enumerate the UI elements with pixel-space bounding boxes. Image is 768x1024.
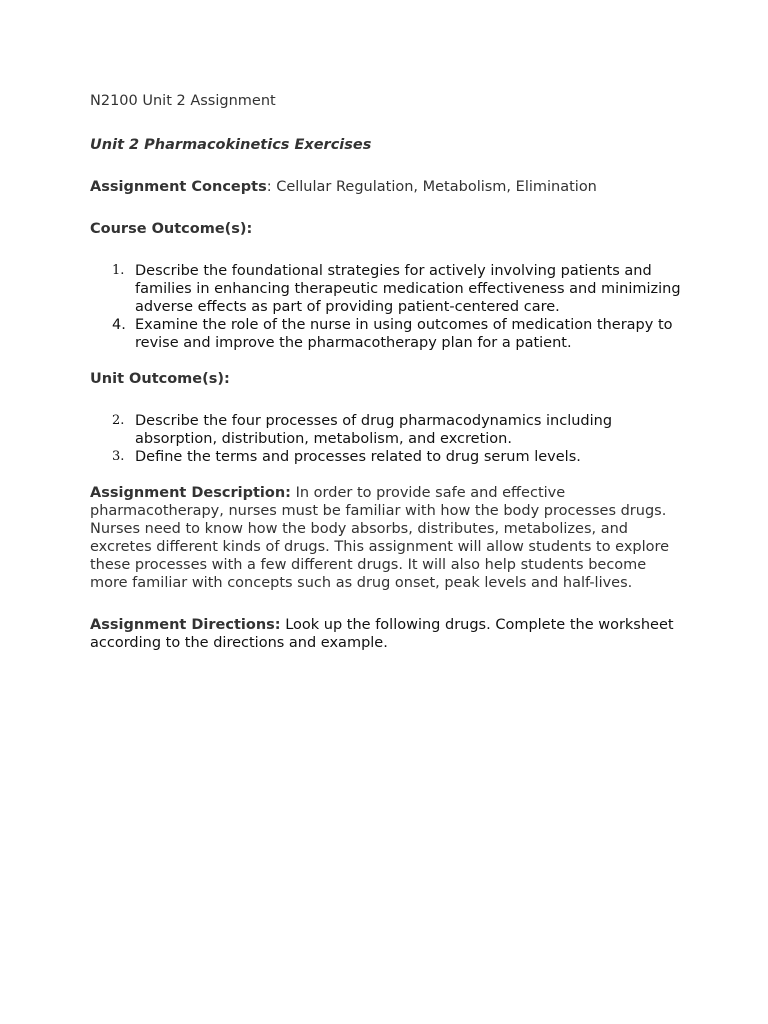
- course-outcomes-heading: Course Outcome(s):: [90, 221, 253, 237]
- list-item: [90, 262, 690, 316]
- assignment-description: [90, 484, 675, 592]
- list-item: [90, 316, 690, 352]
- list-item-number: 2.: [112, 413, 125, 428]
- list-item: [90, 448, 690, 466]
- list-item-number: 4.: [112, 317, 126, 333]
- course-outcomes-list: [90, 262, 690, 352]
- assignment-directions-text: Look up the following drugs. Complete the worksheet according to the directions and example.: [90, 617, 674, 651]
- assignment-description-label: Assignment Description:: [90, 485, 291, 501]
- assignment-directions-label: Assignment Directions:: [90, 617, 281, 633]
- list-item-text: Describe the four processes of drug pharmacodynamics including absorption, distribution, metabolism, and excretion.: [135, 413, 613, 447]
- unit-outcomes-list: [90, 412, 690, 466]
- list-item-text: Examine the role of the nurse in using outcomes of medication therapy to revise and improve the pharmacotherapy plan for a patient.: [135, 317, 673, 351]
- document-page: [90, 92, 690, 676]
- list-item-number: 3.: [112, 449, 125, 464]
- document-header: N2100 Unit 2 Assignment: [90, 93, 276, 109]
- assignment-concepts: [90, 178, 690, 196]
- assignment-concepts-text: : Cellular Regulation, Metabolism, Elimination: [266, 179, 597, 195]
- document-title: Unit 2 Pharmacokinetics Exercises: [90, 137, 372, 153]
- unit-outcomes-heading: Unit Outcome(s):: [90, 371, 230, 387]
- list-item-number: 1.: [112, 263, 125, 278]
- list-item: [90, 412, 690, 448]
- assignment-description-text: In order to provide safe and effective pharmacotherapy, nurses must be familiar with how the body processes drugs. Nurses need to know how the body absorbs, distributes, metabolizes, and excretes different kinds of drugs. This assignment will allow students to explore these processes with a few different drugs. It will also help students become more familiar with concepts such as drug onset, peak levels and half-lives.: [90, 485, 670, 591]
- assignment-directions: [90, 616, 675, 652]
- list-item-text: Define the terms and processes related to drug serum levels.: [135, 449, 581, 465]
- assignment-concepts-label: Assignment Concepts: [90, 179, 267, 195]
- list-item-text: Describe the foundational strategies for actively involving patients and families in enhancing therapeutic medication effectiveness and minimizing adverse effects as part of providing patient-centered care.: [135, 263, 681, 315]
